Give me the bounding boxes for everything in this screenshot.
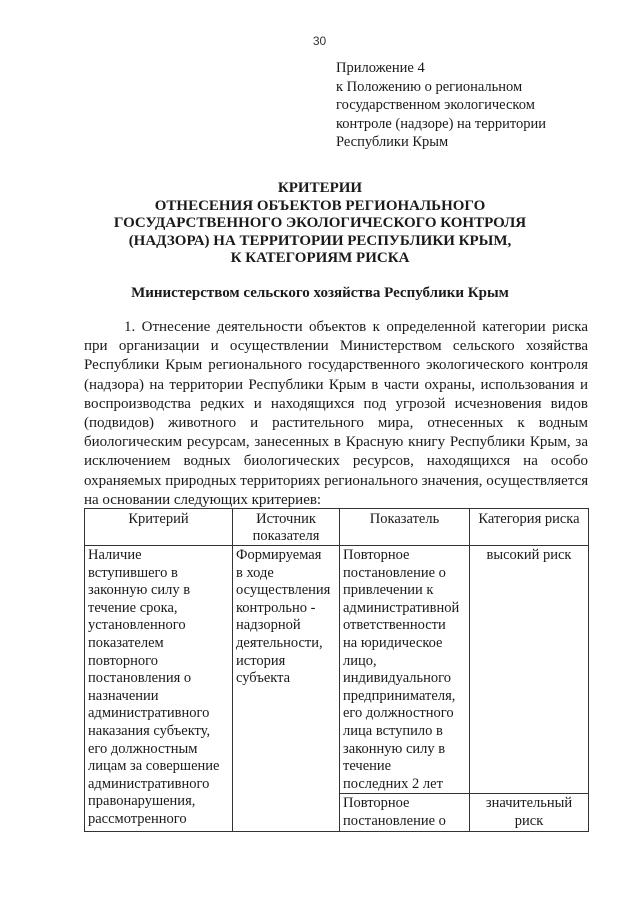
source-line: осуществления: [236, 582, 331, 599]
source-line: Формируемая: [236, 547, 322, 563]
appendix-line: Приложение 4: [336, 60, 425, 76]
criterion-line: Наличие: [88, 547, 142, 563]
body-paragraph: [84, 318, 588, 510]
risk-label: значительный: [485, 795, 573, 812]
indicator-cell: [340, 546, 470, 794]
indicator-line: его должностного: [343, 705, 454, 722]
indicator-line: Повторное: [343, 547, 410, 563]
criterion-line: законную силу в: [88, 582, 191, 599]
risk-cell-high: [470, 546, 589, 794]
criterion-line: лицам за совершение: [88, 758, 220, 775]
source-line: надзорной: [236, 617, 301, 634]
indicator-line: законную силу в: [343, 740, 446, 757]
risk-cell-significant: [470, 794, 589, 831]
criterion-line: постановления о: [88, 670, 192, 687]
document-title: [40, 180, 600, 268]
paragraph-line: 1. Отнесение деятельности объектов к определенной категории риска: [124, 319, 588, 335]
paragraph-line: на основании следующих критериев:: [84, 491, 322, 508]
table-row: [85, 546, 589, 794]
indicator-line: привлечении к: [343, 582, 434, 599]
criterion-line: его должностным: [88, 740, 198, 757]
indicator-line: течение: [343, 758, 392, 775]
source-line: история: [236, 652, 286, 669]
page-number: 30: [312, 34, 327, 48]
indicator-line: постановление о: [343, 564, 446, 581]
ministry-heading: Министерством сельского хозяйства Республики Крым: [131, 285, 509, 301]
source-line: в ходе: [236, 564, 274, 581]
criterion-line: назначении: [88, 687, 159, 704]
indicator-line: на юридическое: [343, 634, 443, 651]
paragraph-line: (надзора) на территории Республики Крым в части охраны, использования и: [84, 376, 588, 393]
title-line: (НАДЗОРА) НА ТЕРРИТОРИИ РЕСПУБЛИКИ КРЫМ,: [128, 232, 512, 249]
indicator-line: индивидуального: [343, 670, 451, 687]
paragraph-line: биологическим ресурсам, занесенных в Красную книгу Республики Крым, за: [84, 434, 588, 451]
source-line: деятельности,: [236, 634, 323, 651]
indicator-cell: [340, 794, 470, 831]
title-line: ОТНЕСЕНИЯ ОБЪЕКТОВ РЕГИОНАЛЬНОГО: [154, 197, 486, 214]
appendix-note: [336, 59, 626, 152]
paragraph-line: при организации и осуществлении Министерством сельского хозяйства: [84, 338, 588, 355]
header-indicator: Показатель: [340, 509, 470, 546]
source-line: субъекта: [236, 670, 291, 687]
table-header-row: [85, 509, 589, 546]
criterion-line: рассмотренного: [88, 810, 187, 827]
title-line: ГОСУДАРСТВЕННОГО ЭКОЛОГИЧЕСКОГО КОНТРОЛЯ: [113, 215, 527, 231]
appendix-line: Республики Крым: [336, 134, 449, 150]
appendix-line: контроле (надзоре) на территории: [336, 115, 547, 132]
paragraph-line: охраняемых природных территориях регионального значения, осуществляется: [84, 472, 589, 489]
criterion-line: административного: [88, 775, 210, 792]
indicator-line: лица вступило в: [343, 722, 443, 739]
criterion-line: вступившего в: [88, 564, 178, 581]
criterion-line: показателем: [88, 634, 164, 651]
criteria-table: [84, 508, 589, 832]
indicator-line: лицо,: [343, 652, 377, 669]
indicator-line: предпринимателя,: [343, 687, 456, 704]
criterion-line: течение срока,: [88, 599, 178, 616]
title-line: К КАТЕГОРИЯМ РИСКА: [230, 250, 410, 266]
criterion-line: установленного: [88, 617, 186, 634]
header-risk-category: Категория риска: [470, 509, 589, 546]
paragraph-line: исключением водных биологических ресурсов, находящихся на особо: [84, 453, 588, 470]
indicator-line: постановление о: [343, 812, 446, 829]
header-criterion: Критерий: [85, 509, 233, 546]
source-line: контрольно -: [236, 599, 316, 616]
criterion-cell: [85, 546, 233, 832]
indicator-line: административной: [343, 599, 460, 616]
indicator-line: Повторное: [343, 795, 410, 812]
header-source: Источник показателя: [233, 509, 340, 546]
criterion-line: правонарушения,: [88, 793, 196, 810]
paragraph-line: воспроизводства редких и находящихся под угрозой исчезновения видов: [84, 395, 588, 412]
paragraph-line: Республики Крым регионального государственного экологического контроля: [84, 357, 588, 374]
criterion-line: наказания субъекту,: [88, 722, 211, 739]
risk-label: риск: [514, 812, 544, 829]
appendix-line: к Положению о региональном: [336, 78, 523, 95]
title-line: КРИТЕРИИ: [277, 180, 363, 196]
indicator-line: ответственности: [343, 617, 446, 634]
criterion-line: административного: [88, 705, 210, 722]
appendix-line: государственном экологическом: [336, 97, 535, 113]
criterion-line: повторного: [88, 652, 158, 669]
paragraph-line: (подвидов) животного и растительного мира, отнесенных к водным: [84, 415, 588, 432]
indicator-line: последних 2 лет: [343, 775, 443, 792]
source-cell: [233, 546, 340, 832]
risk-label: высокий риск: [486, 547, 572, 563]
